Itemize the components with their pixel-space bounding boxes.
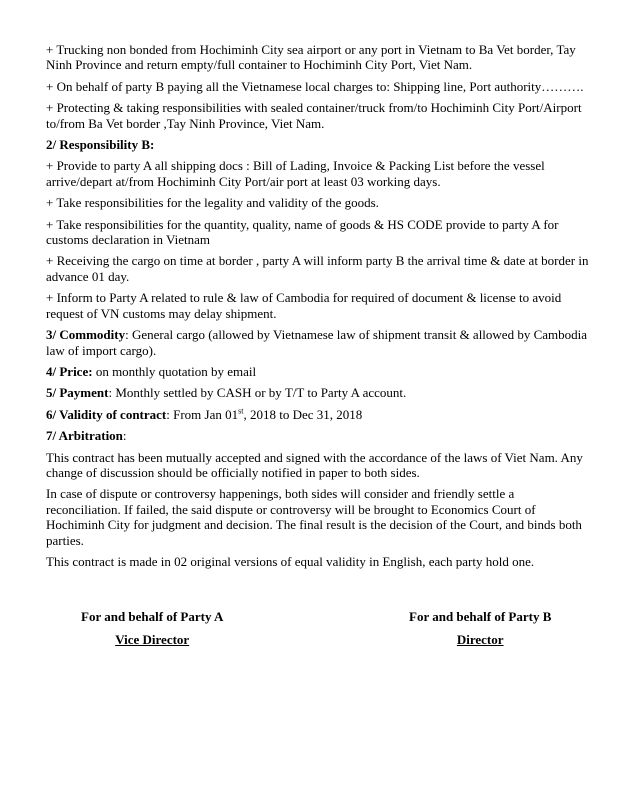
- commodity-clause: [46, 327, 592, 358]
- responsibility-b-item: + Inform to Party A related to rule & law of Cambodia for required of document & license to avoid request of VN customs may delay shipment.: [46, 290, 562, 321]
- party-a-duty: + Protecting & taking responsibilities with sealed container/truck from/to Hochiminh City Port/Airport to/from Ba Vet border ,Tay Ninh Province, Viet Nam.: [46, 100, 582, 131]
- commodity-label: 3/ Commodity: [46, 327, 126, 343]
- arbitration-colon: :: [122, 428, 127, 444]
- price-label: 4/ Price:: [46, 363, 93, 379]
- arbitration-paragraph: In case of dispute or controversy happenings, both sides will consider and friendly settle a reconciliation. If failed, the said dispute or controversy will be brought to Economics Court of Hochiminh City for judgment and decision. The final result is the decision of the Court, and binds both parties.: [46, 486, 582, 548]
- arbitration-paragraph: This contract is made in 02 original versions of equal validity in English, each party hold one.: [46, 553, 535, 569]
- contract-page: [46, 42, 592, 575]
- responsibility-b-item: + Take responsibilities for the quantity, quality, name of goods & HS CODE provide to party A for customs declaration in Vietnam: [46, 216, 559, 248]
- party-a-duty: + On behalf of party B paying all the Vietnamese local charges to: Shipping line, Port authority……….: [46, 78, 584, 94]
- arbitration-paragraph: This contract has been mutually accepted and signed with the accordance of the laws of Viet Nam. Any change of discussion should be officially notified in paper to both sides.: [46, 449, 583, 480]
- validity-clause: [46, 407, 592, 422]
- payment-clause: [46, 385, 592, 400]
- validity-text-pre: : From Jan 01: [166, 406, 239, 422]
- party-a-duty: + Trucking non bonded from Hochiminh City sea airport or any port in Vietnam to Ba Vet border, Tay Ninh Province and return empty/full container to Hochiminh City Port, Viet Nam.: [46, 42, 576, 73]
- signature-party-b: [409, 609, 551, 648]
- price-text: on monthly quotation by email: [92, 363, 257, 379]
- commodity-text: : General cargo (allowed by Vietnamese law of shipment transit & allowed by Cambodia law of import cargo).: [46, 327, 588, 358]
- responsibility-b-item: + Take responsibilities for the legality and validity of the goods.: [46, 195, 379, 211]
- payment-label: 5/ Payment: [46, 385, 109, 401]
- validity-text-post: , 2018 to Dec 31, 2018: [243, 406, 363, 422]
- price-clause: [46, 364, 592, 379]
- responsibility-b-item: + Provide to party A all shipping docs : Bill of Lading, Invoice & Packing List before the vessel arrive/depart at/from Hochiminh City Port/air port at least 03 working days.: [46, 158, 545, 189]
- signature-party-a: [81, 609, 223, 648]
- responsibility-b-item: + Receiving the cargo on time at border , party A will inform party B the arrival time & date at border in advance 01 day.: [46, 253, 589, 284]
- arbitration-label: 7/ Arbitration: [46, 428, 123, 444]
- responsibility-b-heading: 2/ Responsibility B:: [46, 137, 155, 153]
- signature-party-b-heading: For and behalf of Party B: [409, 609, 552, 624]
- signature-party-b-title: Director: [456, 632, 504, 647]
- signature-party-a-heading: For and behalf of Party A: [81, 609, 224, 624]
- payment-text: : Monthly settled by CASH or by T/T to Party A account.: [108, 385, 407, 401]
- signature-party-a-title: Vice Director: [115, 632, 190, 647]
- validity-label: 6/ Validity of contract: [46, 406, 167, 422]
- arbitration-heading: [46, 428, 592, 443]
- validity-sup: st: [238, 406, 244, 416]
